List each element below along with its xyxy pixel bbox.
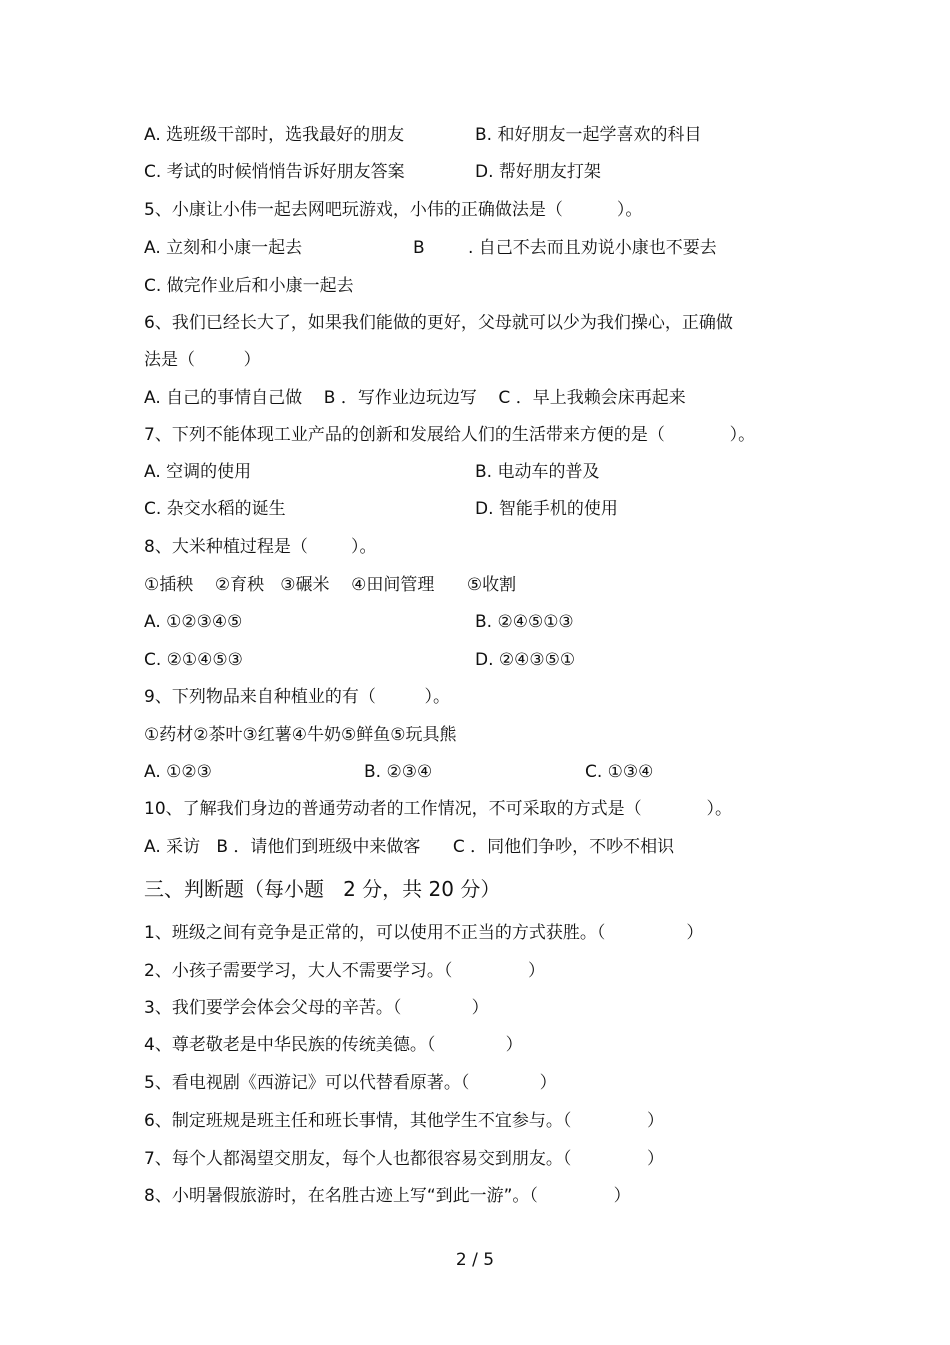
page-number: 2 / 5 [455, 1250, 495, 1270]
q7-option-c: C. 杂交水稻的诞生 [144, 499, 286, 519]
q7-option-b: B. 电动车的普及 [475, 462, 600, 482]
q5-stem: 5、小康让小伟一起去网吧玩游戏，小伟的正确做法是（ ）。 [144, 200, 643, 220]
q6-options: A. 自己的事情自己做 B ．写作业边玩边写 C ．早上我赖会床再起来 [144, 388, 686, 408]
q7-option-d: D. 智能手机的使用 [475, 499, 618, 519]
q5-option-c: C. 做完作业后和小康一起去 [144, 276, 354, 296]
q6-stem-line2: 法是（ ） [144, 350, 261, 370]
q9-option-a: A. ①②③ [144, 762, 212, 782]
q5-option-b: . 自己不去而且劝说小康也不要去 [468, 238, 717, 258]
judgment-item-5: 5、看电视剧《西游记》可以代替看原著。（ ） [144, 1073, 557, 1093]
q4-option-d: D. 帮好朋友打架 [475, 162, 601, 182]
section-title-judgment: 三、判断题（每小题 2 分，共 20 分） [144, 877, 501, 901]
q8-stem: 8、大米种植过程是（ ）。 [144, 537, 377, 557]
q9-stem: 9、下列物品来自种植业的有（ ）。 [144, 687, 450, 707]
judgment-item-4: 4、尊老敬老是中华民族的传统美德。（ ） [144, 1035, 523, 1055]
q7-option-a: A. 空调的使用 [144, 462, 252, 482]
q8-option-b: B. ②④⑤①③ [475, 612, 574, 632]
q8-items: ①插秧 ②育秧 ③碾米 ④田间管理 ⑤收割 [144, 575, 517, 595]
judgment-item-6: 6、制定班规是班主任和班长事情，其他学生不宜参与。（ ） [144, 1111, 664, 1131]
q8-option-a: A. ①②③④⑤ [144, 612, 243, 632]
q6-stem-line1: 6、我们已经长大了，如果我们能做的更好，父母就可以少为我们操心，正确做 [144, 313, 733, 333]
q5-option-b-letter: B [413, 238, 425, 258]
q4-option-b: B. 和好朋友一起学喜欢的科目 [475, 125, 702, 145]
q7-stem: 7、下列不能体现工业产品的创新和发展给人们的生活带来方便的是（ ）。 [144, 425, 756, 445]
q8-option-d: D. ②④③⑤① [475, 650, 576, 670]
q4-option-c: C. 考试的时候悄悄告诉好朋友答案 [144, 162, 405, 182]
q10-options: A. 采访 B ．请他们到班级中来做客 C ．同他们争吵，不吵不相识 [144, 837, 675, 857]
judgment-item-7: 7、每个人都渴望交朋友，每个人也都很容易交到朋友。（ ） [144, 1149, 664, 1169]
q5-option-a: A. 立刻和小康一起去 [144, 238, 303, 258]
q9-option-b: B. ②③④ [364, 762, 433, 782]
q9-option-c: C. ①③④ [585, 762, 654, 782]
q9-items: ①药材②茶叶③红薯④牛奶⑤鲜鱼⑤玩具熊 [144, 725, 457, 745]
judgment-item-8: 8、小明暑假旅游时，在名胜古迹上写“到此一游”。（ ） [144, 1186, 631, 1206]
judgment-item-1: 1、班级之间有竞争是正常的，可以使用不正当的方式获胜。（ ） [144, 923, 704, 943]
q10-stem: 10、了解我们身边的普通劳动者的工作情况，不可采取的方式是（ ）。 [144, 799, 732, 819]
judgment-item-3: 3、我们要学会体会父母的辛苦。（ ） [144, 998, 489, 1018]
q4-option-a: A. 选班级干部时，选我最好的朋友 [144, 125, 405, 145]
judgment-item-2: 2、小孩子需要学习，大人不需要学习。（ ） [144, 961, 545, 981]
q8-option-c: C. ②①④⑤③ [144, 650, 243, 670]
